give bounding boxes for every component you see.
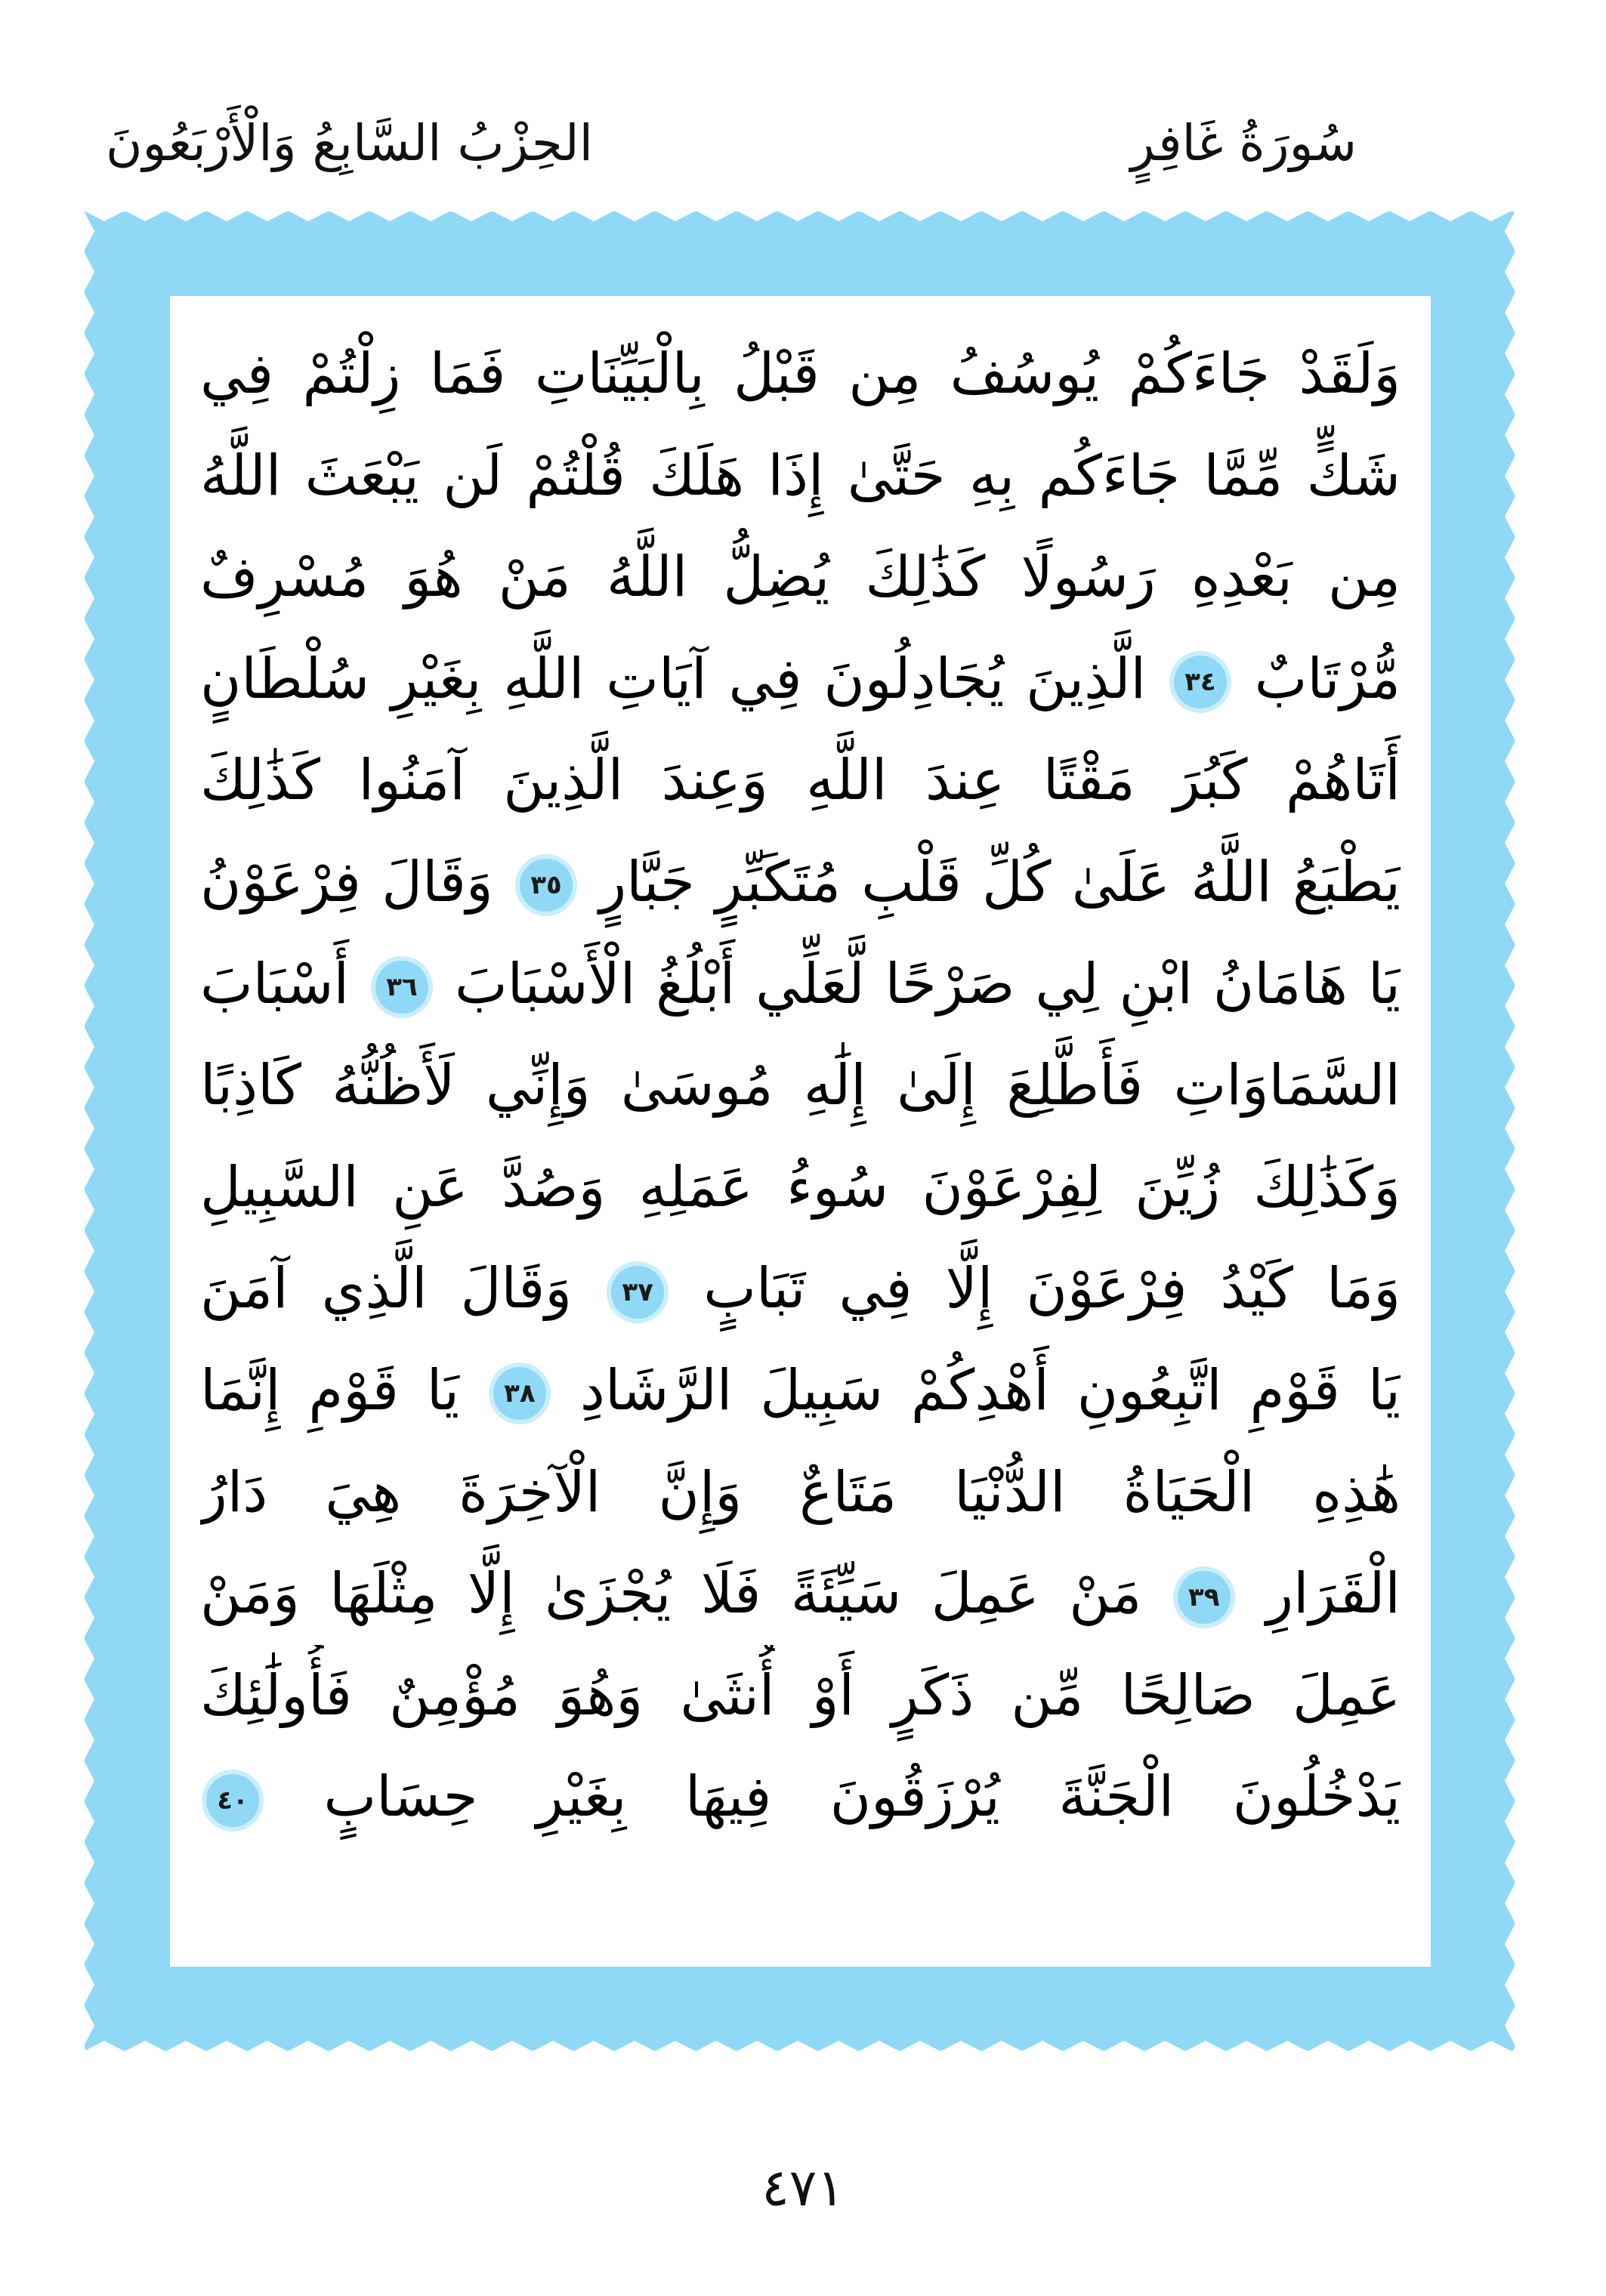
ayah-marker-34: ٣٤ <box>1174 656 1227 708</box>
ayah-marker-40: ٤٠ <box>206 1774 259 1827</box>
verse-line-8: السَّمَاوَاتِ فَأَطَّلِعَ إِلَىٰ إِلَٰهِ مُوسَىٰ وَإِنِّي لَأَظُنُّهُ كَاذِبًا <box>200 1053 1401 1119</box>
verse-line-13: الْقَرَارِ ٣٩ مَنْ عَمِلَ سَيِّئَةً فَلَا يُجْزَىٰ إِلَّا مِثْلَهَا وَمَنْ <box>200 1561 1401 1627</box>
verse-line-14: عَمِلَ صَالِحًا مِّن ذَكَرٍ أَوْ أُنثَىٰ وَهُوَ مُؤْمِنٌ فَأُولَٰئِكَ <box>200 1662 1401 1728</box>
ayah-marker-36: ٣٦ <box>375 961 428 1014</box>
ayah-marker-35: ٣٥ <box>520 859 573 912</box>
verse-line-15: يَدْخُلُونَ الْجَنَّةَ يُرْزَقُونَ فِيهَا بِغَيْرِ حِسَابٍ ٤٠ <box>200 1746 1401 1848</box>
verse-line-9: وَكَذَٰلِكَ زُيِّنَ لِفِرْعَوْنَ سُوءُ عَمَلِهِ وَصُدَّ عَنِ السَّبِيلِ <box>200 1154 1401 1220</box>
hizb-header: الحِزْبُ السَّابِعُ وَالْأَرْبَعُونَ <box>106 114 593 172</box>
verse-line-10: وَمَا كَيْدُ فِرْعَوْنَ إِلَّا فِي تَبَابٍ ٣٧ وَقَالَ الَّذِي آمَنَ <box>200 1256 1401 1322</box>
surah-header: سُورَةُ غَافِرٍ <box>1130 114 1357 172</box>
verse-line-1: وَلَقَدْ جَاءَكُمْ يُوسُفُ مِن قَبْلُ بِالْبَيِّنَاتِ فَمَا زِلْتُمْ فِي <box>200 341 1401 406</box>
verse-line-3: مِن بَعْدِهِ رَسُولًا كَذَٰلِكَ يُضِلُّ اللَّهُ مَنْ هُوَ مُسْرِفٌ <box>200 545 1401 610</box>
ayah-marker-39: ٣٩ <box>1178 1571 1231 1624</box>
verse-line-2: شَكٍّ مِّمَّا جَاءَكُم بِهِ حَتَّىٰ إِذَا هَلَكَ قُلْتُمْ لَن يَبْعَثَ اللَّهُ <box>200 443 1401 508</box>
verse-line-7: يَا هَامَانُ ابْنِ لِي صَرْحًا لَّعَلِّي أَبْلُغُ الْأَسْبَابَ ٣٦ أَسْبَابَ <box>200 951 1401 1017</box>
verse-line-11: يَا قَوْمِ اتَّبِعُونِ أَهْدِكُمْ سَبِيلَ الرَّشَادِ ٣٨ يَا قَوْمِ إِنَّمَا <box>200 1357 1401 1423</box>
ayah-marker-38: ٣٨ <box>493 1367 546 1420</box>
verse-line-6: يَطْبَعُ اللَّهُ عَلَىٰ كُلِّ قَلْبِ مُتَكَبِّرٍ جَبَّارٍ ٣٥ وَقَالَ فِرْعَوْنُ <box>200 849 1401 915</box>
ayah-marker-37: ٣٧ <box>611 1266 664 1319</box>
verse-line-12: هَٰذِهِ الْحَيَاةُ الدُّنْيَا مَتَاعٌ وَإِنَّ الْآخِرَةَ هِيَ دَارُ <box>200 1459 1401 1525</box>
verse-line-5: أَتَاهُمْ كَبُرَ مَقْتًا عِندَ اللَّهِ وَعِندَ الَّذِينَ آمَنُوا كَذَٰلِكَ <box>200 748 1401 813</box>
verse-line-4: مُّرْتَابٌ ٣٤ الَّذِينَ يُجَادِلُونَ فِي آيَاتِ اللَّهِ بِغَيْرِ سُلْطَانٍ <box>200 646 1401 711</box>
text-panel <box>170 296 1431 1967</box>
page-number: ٤٧١ <box>761 2159 845 2218</box>
